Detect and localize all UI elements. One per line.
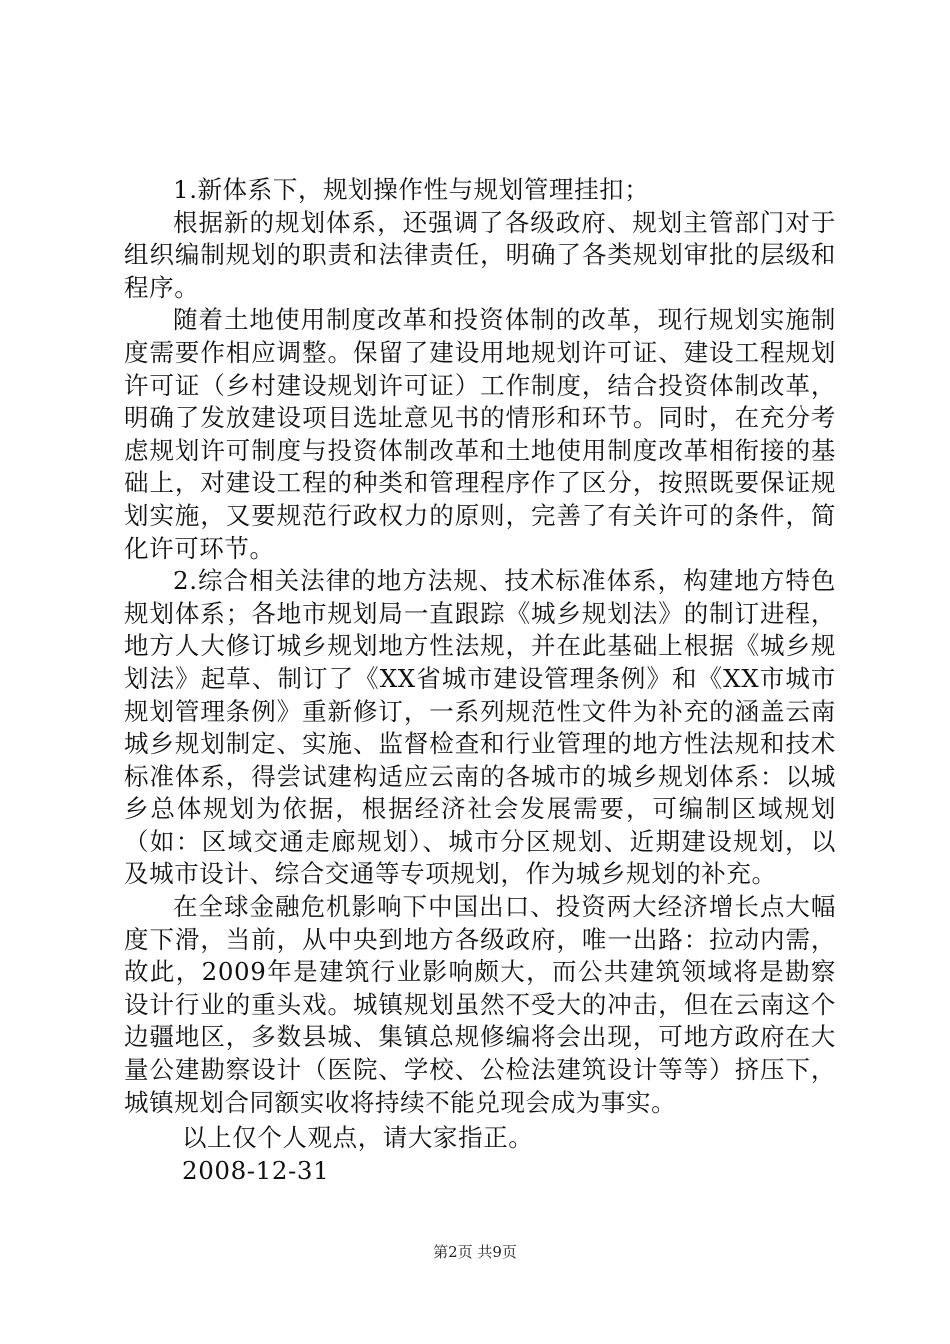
- closing-block: [182, 1121, 533, 1187]
- page-footer: [0, 1242, 950, 1262]
- page-indicator: 第2页 共9页: [433, 1243, 517, 1261]
- closing-date: 2008-12-31: [182, 1156, 330, 1185]
- paragraph-planning-system: 根据新的规划体系，还强调了各级政府、规划主管部门对于组织编制规划的职责和法律责任，明确了各类规划审批的层级和程序。: [124, 207, 836, 302]
- closing-remark: 以上仅个人观点，请大家指正。: [182, 1123, 534, 1152]
- paragraph-point-2: 2.综合相关法律的地方法规、技术标准体系，构建地方特色规划体系；各地市规划局一直跟踪《城乡规划法》的制订进程，地方人大修订城乡规划地方性法规，并在此基础上根据《城乡规划法》起草、制订了《XX省城市建设管理条例》和《XX市城市规划管理条例》重新修订，一系列规范性文件为补充的涵盖云南城乡规划制定、实施、监督检查和行业管理的地方性法规和技术标准体系，得尝试建构适应云南的各城市的城乡规划体系：以城乡总体规划为依据，根据经济社会发展需要，可编制区域规划（如：区域交通走廊规划）、城市分区规划、近期建设规划，以及城市设计、综合交通等专项规划，作为城乡规划的补充。: [124, 566, 836, 889]
- paragraph-financial-crisis: 在全球金融危机影响下中国出口、投资两大经济增长点大幅度下滑，当前，从中央到地方各级政府，唯一出路：拉动内需，故此，2009年是建筑行业影响颇大，而公共建筑领域将是勘察设计行业的重头戏。城镇规划虽然不受大的冲击，但在云南这个边疆地区，多数县城、集镇总规修编将会出现，可地方政府在大量公建勘察设计（医院、学校、公检法建筑设计等等）挤压下，城镇规划合同额实收将持续不能兑现会成为事实。: [124, 892, 836, 1117]
- paragraph-point-1: 1.新体系下，规划操作性与规划管理挂扣；: [173, 175, 650, 204]
- paragraph-land-reform: 随着土地使用制度改革和投资体制的改革，现行规划实施制度需要作相应调整。保留了建设用地规划许可证、建设工程规划许可证（乡村建设规划许可证）工作制度，结合投资体制改革，明确了发放建设项目选址意见书的情形和环节。同时，在充分考虑规划许可制度与投资体制改革和土地使用制度改革相衔接的基础上，对建设工程的种类和管理程序作了区分，按照既要保证规划实施，又要规范行政权力的原则，完善了有关许可的条件，简化许可环节。: [124, 305, 836, 563]
- document-body: [124, 174, 836, 1119]
